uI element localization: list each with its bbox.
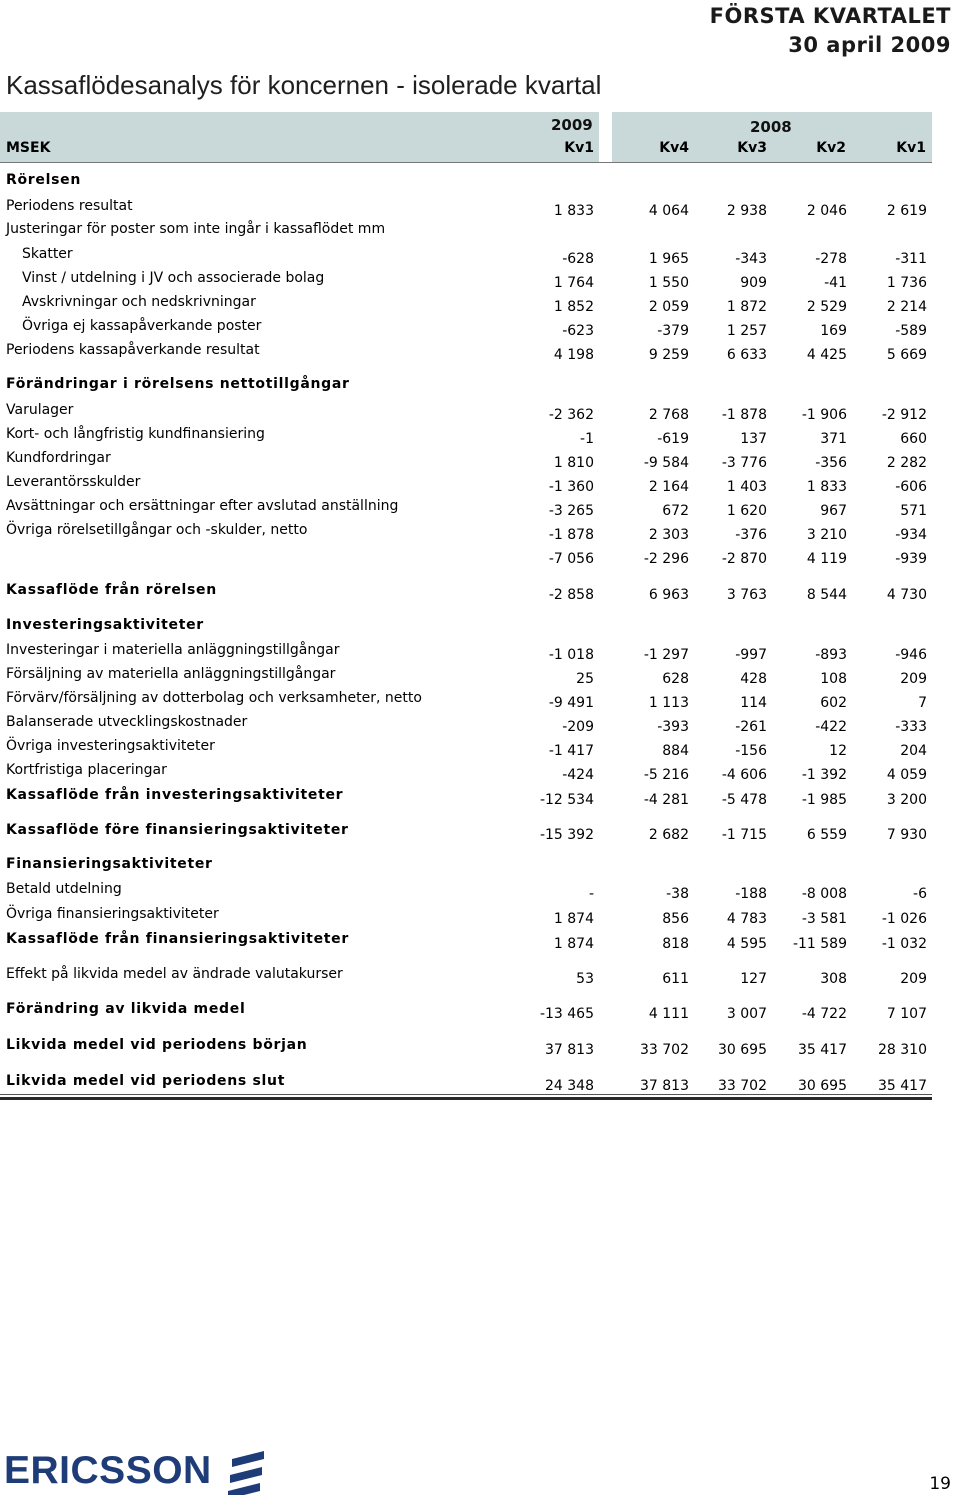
- cell-2008-kv3: -4 606: [721, 767, 767, 783]
- cell-2008-kv3: 1 403: [726, 479, 767, 495]
- cell-2008-kv1: -939: [895, 551, 927, 567]
- cell-2008-kv1: 209: [900, 971, 927, 987]
- cell-2008-kv2: 2 529: [806, 299, 847, 315]
- cell-2008-kv3: 3 763: [726, 587, 767, 603]
- table-row: [0, 1073, 932, 1095]
- table-row: [0, 642, 932, 664]
- row-label: Kundfordringar: [6, 450, 111, 466]
- table-row: [0, 582, 932, 604]
- report-section: FÖRSTA KVARTALET: [709, 4, 951, 28]
- cell-2008-kv3: 4 783: [726, 911, 767, 927]
- cell-2008-kv2: 12: [829, 743, 847, 759]
- table-row: [0, 246, 932, 268]
- cell-2008-kv4: 672: [662, 503, 689, 519]
- cell-2009-kv1: 1 874: [553, 911, 594, 927]
- table-row: [0, 690, 932, 712]
- cell-2008-kv3: -1 715: [721, 827, 767, 843]
- cell-2008-kv2: 8 544: [806, 587, 847, 603]
- cell-2008-kv3: 1 257: [726, 323, 767, 339]
- table-row: [0, 546, 932, 568]
- cell-2008-kv4: 611: [662, 971, 689, 987]
- table-row: [0, 474, 932, 496]
- cell-2008-kv1: 209: [900, 671, 927, 687]
- cell-2009-kv1: -628: [562, 251, 594, 267]
- cell-2008-kv3: 137: [740, 431, 767, 447]
- row-label: Försäljning av materiella anläggningstillgångar: [6, 666, 336, 682]
- row-label: Övriga ej kassapåverkande poster: [22, 318, 262, 334]
- row-label: Förändringar i rörelsens nettotillgångar: [6, 376, 350, 392]
- ericsson-mark-icon: [226, 1449, 268, 1495]
- cell-2009-kv1: -9 491: [548, 695, 594, 711]
- cell-2008-kv3: 1 872: [726, 299, 767, 315]
- cell-2008-kv1: 28 310: [878, 1042, 927, 1058]
- table-row: [0, 342, 932, 364]
- cell-2008-kv4: 9 259: [648, 347, 689, 363]
- row-label: Likvida medel vid periodens slut: [6, 1073, 286, 1089]
- cell-2009-kv1: -209: [562, 719, 594, 735]
- row-label: Vinst / utdelning i JV och associerade bolag: [22, 270, 325, 286]
- row-label: Kassaflöde från rörelsen: [6, 582, 217, 598]
- unit-label: MSEK: [6, 140, 51, 156]
- cell-2008-kv4: 1 965: [648, 251, 689, 267]
- cell-2008-kv4: 6 963: [648, 587, 689, 603]
- table-row: [0, 402, 932, 424]
- cell-2008-kv3: -156: [735, 743, 767, 759]
- cell-2008-kv2: 308: [820, 971, 847, 987]
- logo-text: ERICSSON: [4, 1449, 212, 1492]
- row-label: Effekt på likvida medel av ändrade valutakurser: [6, 966, 343, 982]
- cell-2008-kv4: 2 059: [648, 299, 689, 315]
- cell-2008-kv4: -2 296: [643, 551, 689, 567]
- cell-2008-kv2: -1 985: [801, 792, 847, 808]
- cell-2008-kv4: 2 303: [648, 527, 689, 543]
- table-row: [0, 738, 932, 760]
- table-row: [0, 221, 932, 243]
- row-label: Kassaflöde före finansieringsaktiviteter: [6, 822, 349, 838]
- cell-2008-kv3: -188: [735, 886, 767, 902]
- cell-2008-kv2: 3 210: [806, 527, 847, 543]
- row-label: Skatter: [22, 246, 73, 262]
- cell-2008-kv4: -4 281: [643, 792, 689, 808]
- table-row: [0, 666, 932, 688]
- cell-2009-kv1: -1 360: [548, 479, 594, 495]
- col-header-2008-kv3: Kv3: [737, 140, 767, 156]
- cell-2009-kv1: 1 852: [553, 299, 594, 315]
- cell-2008-kv1: -1 032: [881, 936, 927, 952]
- cell-2009-kv1: -13 465: [539, 1006, 594, 1022]
- cell-2008-kv3: 4 595: [726, 936, 767, 952]
- cell-2008-kv1: 1 736: [886, 275, 927, 291]
- cell-2008-kv2: 169: [820, 323, 847, 339]
- cell-2008-kv2: 967: [820, 503, 847, 519]
- col-header-2008-kv2: Kv2: [816, 140, 846, 156]
- cell-2009-kv1: -2 362: [548, 407, 594, 423]
- cell-2008-kv2: -1 906: [801, 407, 847, 423]
- cell-2008-kv3: -376: [735, 527, 767, 543]
- cell-2008-kv1: 3 200: [886, 792, 927, 808]
- cell-2008-kv1: 5 669: [886, 347, 927, 363]
- cell-2009-kv1: 24 348: [545, 1078, 594, 1094]
- bottom-rule: [0, 1097, 932, 1100]
- cell-2008-kv2: -1 392: [801, 767, 847, 783]
- cell-2008-kv3: 33 702: [718, 1078, 767, 1094]
- cell-2009-kv1: -1 417: [548, 743, 594, 759]
- cell-2008-kv4: -619: [657, 431, 689, 447]
- cell-2009-kv1: -12 534: [539, 792, 594, 808]
- row-label: Periodens resultat: [6, 198, 133, 214]
- cell-2009-kv1: 1 764: [553, 275, 594, 291]
- cell-2008-kv2: 108: [820, 671, 847, 687]
- cell-2009-kv1: 37 813: [545, 1042, 594, 1058]
- cell-2008-kv1: 35 417: [878, 1078, 927, 1094]
- cell-2009-kv1: -2 858: [548, 587, 594, 603]
- cell-2008-kv4: 2 164: [648, 479, 689, 495]
- cell-2008-kv1: 204: [900, 743, 927, 759]
- row-label: Betald utdelning: [6, 881, 122, 897]
- cell-2008-kv2: 35 417: [798, 1042, 847, 1058]
- cell-2008-kv1: 2 282: [886, 455, 927, 471]
- row-label: Övriga rörelsetillgångar och -skulder, netto: [6, 522, 308, 538]
- cell-2008-kv2: 1 833: [806, 479, 847, 495]
- cell-2008-kv1: 7: [918, 695, 927, 711]
- table-row: [0, 318, 932, 340]
- row-label: Avsättningar och ersättningar efter avslutad anställning: [6, 498, 399, 514]
- cell-2008-kv2: -11 589: [792, 936, 847, 952]
- cell-2008-kv2: -4 722: [801, 1006, 847, 1022]
- table-row: [0, 1001, 932, 1023]
- table-row: [0, 906, 932, 928]
- table-row: [0, 376, 932, 398]
- cell-2008-kv3: 3 007: [726, 1006, 767, 1022]
- cell-2008-kv4: 2 768: [648, 407, 689, 423]
- cell-2008-kv1: 7 930: [886, 827, 927, 843]
- cell-2008-kv4: 884: [662, 743, 689, 759]
- table-row: [0, 498, 932, 520]
- row-label: Leverantörsskulder: [6, 474, 141, 490]
- cell-2008-kv3: 1 620: [726, 503, 767, 519]
- table-row: [0, 270, 932, 292]
- table-row: [0, 881, 932, 903]
- cell-2008-kv1: -934: [895, 527, 927, 543]
- cell-2008-kv1: -311: [895, 251, 927, 267]
- cell-2009-kv1: -623: [562, 323, 594, 339]
- cell-2008-kv4: -393: [657, 719, 689, 735]
- cell-2008-kv1: -1 026: [881, 911, 927, 927]
- cell-2008-kv4: 856: [662, 911, 689, 927]
- cell-2008-kv1: 660: [900, 431, 927, 447]
- row-label: Kassaflöde från investeringsaktiviteter: [6, 787, 344, 803]
- cell-2009-kv1: -15 392: [539, 827, 594, 843]
- cell-2008-kv1: -946: [895, 647, 927, 663]
- page-number: 19: [929, 1474, 951, 1494]
- cell-2008-kv1: 4 059: [886, 767, 927, 783]
- table-row: [0, 450, 932, 472]
- page-title: Kassaflödesanalys för koncernen - isolerade kvartal: [6, 70, 602, 100]
- cell-2009-kv1: 1 874: [553, 936, 594, 952]
- row-label: Övriga finansieringsaktiviteter: [6, 906, 219, 922]
- cell-2009-kv1: -3 265: [548, 503, 594, 519]
- row-label: Rörelsen: [6, 172, 81, 188]
- table-row: [0, 294, 932, 316]
- table-row: [0, 617, 932, 639]
- cell-2008-kv3: -261: [735, 719, 767, 735]
- table-row: [0, 172, 932, 194]
- cell-2008-kv4: -38: [666, 886, 689, 902]
- cell-2008-kv2: 602: [820, 695, 847, 711]
- cell-2009-kv1: 4 198: [553, 347, 594, 363]
- row-label: Finansieringsaktiviteter: [6, 856, 213, 872]
- cell-2008-kv3: -2 870: [721, 551, 767, 567]
- cell-2008-kv4: 1 113: [648, 695, 689, 711]
- cell-2008-kv3: -5 478: [721, 792, 767, 808]
- cell-2008-kv1: 571: [900, 503, 927, 519]
- cell-2008-kv2: 2 046: [806, 203, 847, 219]
- table-row: [0, 931, 932, 953]
- cell-2008-kv1: 4 730: [886, 587, 927, 603]
- row-label: Investeringar i materiella anläggningstillgångar: [6, 642, 340, 658]
- table-row: [0, 522, 932, 544]
- cell-2008-kv2: -422: [815, 719, 847, 735]
- col-header-2009-kv1: Kv1: [564, 140, 594, 156]
- cell-2008-kv3: -997: [735, 647, 767, 663]
- cell-2009-kv1: -424: [562, 767, 594, 783]
- table-row: [0, 966, 932, 988]
- cell-2008-kv4: 4 064: [648, 203, 689, 219]
- cell-2008-kv1: -2 912: [881, 407, 927, 423]
- year-2009: 2009: [551, 116, 593, 134]
- cell-2008-kv2: -8 008: [801, 886, 847, 902]
- col-header-2008-kv4: Kv4: [659, 140, 689, 156]
- year-2008: 2008: [750, 118, 792, 136]
- cell-2008-kv4: 4 111: [648, 1006, 689, 1022]
- cell-2008-kv1: 2 214: [886, 299, 927, 315]
- cell-2008-kv4: 818: [662, 936, 689, 952]
- cell-2008-kv3: -1 878: [721, 407, 767, 423]
- cell-2008-kv3: 2 938: [726, 203, 767, 219]
- cell-2008-kv2: -278: [815, 251, 847, 267]
- cell-2009-kv1: -1: [580, 431, 594, 447]
- table-row: [0, 762, 932, 784]
- cell-2008-kv1: -333: [895, 719, 927, 735]
- cell-2008-kv2: 30 695: [798, 1078, 847, 1094]
- table-row: [0, 714, 932, 736]
- cell-2009-kv1: 1 810: [553, 455, 594, 471]
- cell-2008-kv4: 37 813: [640, 1078, 689, 1094]
- row-label: Kort- och långfristig kundfinansiering: [6, 426, 265, 442]
- report-date: 30 april 2009: [788, 33, 951, 57]
- cell-2008-kv3: 909: [740, 275, 767, 291]
- cell-2008-kv1: 2 619: [886, 203, 927, 219]
- row-label: Kassaflöde från finansieringsaktiviteter: [6, 931, 349, 947]
- cell-2008-kv3: 6 633: [726, 347, 767, 363]
- cell-2008-kv4: -5 216: [643, 767, 689, 783]
- cell-2008-kv2: 6 559: [806, 827, 847, 843]
- cell-2008-kv2: -893: [815, 647, 847, 663]
- table-row: [0, 856, 932, 878]
- report-header: [710, 2, 951, 60]
- cell-2008-kv2: 4 119: [806, 551, 847, 567]
- cell-2008-kv3: 127: [740, 971, 767, 987]
- row-label: Varulager: [6, 402, 74, 418]
- cell-2008-kv3: 30 695: [718, 1042, 767, 1058]
- cell-2008-kv3: 114: [740, 695, 767, 711]
- cell-2009-kv1: 25: [576, 671, 594, 687]
- cell-2009-kv1: 1 833: [553, 203, 594, 219]
- row-label: Justeringar för poster som inte ingår i kassaflödet mm: [6, 221, 386, 237]
- cell-2009-kv1: -1 018: [548, 647, 594, 663]
- cell-2008-kv4: 2 682: [648, 827, 689, 843]
- table-row: [0, 1037, 932, 1059]
- header-rule: [0, 162, 932, 163]
- cell-2008-kv3: -3 776: [721, 455, 767, 471]
- cell-2008-kv1: 7 107: [886, 1006, 927, 1022]
- cell-2009-kv1: 53: [576, 971, 594, 987]
- cell-2008-kv1: -589: [895, 323, 927, 339]
- col-header-2008-kv1: Kv1: [896, 140, 926, 156]
- table-row: [0, 426, 932, 448]
- bottom-rule-thin: [0, 1094, 932, 1095]
- cell-2008-kv2: 371: [820, 431, 847, 447]
- cell-2008-kv2: 4 425: [806, 347, 847, 363]
- table-row: [0, 822, 932, 844]
- row-label: Likvida medel vid periodens början: [6, 1037, 308, 1053]
- row-label: Periodens kassapåverkande resultat: [6, 342, 260, 358]
- cell-2008-kv4: 1 550: [648, 275, 689, 291]
- cell-2009-kv1: -: [588, 886, 594, 902]
- cell-2008-kv2: -41: [824, 275, 847, 291]
- cell-2008-kv2: -3 581: [801, 911, 847, 927]
- table-row: [0, 198, 932, 220]
- cell-2008-kv4: 33 702: [640, 1042, 689, 1058]
- cell-2008-kv3: 428: [740, 671, 767, 687]
- cell-2008-kv4: 628: [662, 671, 689, 687]
- cell-2009-kv1: -7 056: [548, 551, 594, 567]
- row-label: Investeringsaktiviteter: [6, 617, 204, 633]
- cell-2008-kv4: -9 584: [643, 455, 689, 471]
- row-label: Övriga investeringsaktiviteter: [6, 738, 215, 754]
- table-row: [0, 787, 932, 809]
- cell-2008-kv1: -6: [913, 886, 927, 902]
- cell-2009-kv1: -1 878: [548, 527, 594, 543]
- cell-2008-kv3: -343: [735, 251, 767, 267]
- header-band-2009: [0, 112, 599, 162]
- row-label: Avskrivningar och nedskrivningar: [22, 294, 256, 310]
- row-label: Förvärv/försäljning av dotterbolag och verksamheter, netto: [6, 690, 422, 706]
- cell-2008-kv4: -379: [657, 323, 689, 339]
- cell-2008-kv1: -606: [895, 479, 927, 495]
- row-label: Förändring av likvida medel: [6, 1001, 246, 1017]
- cell-2008-kv4: -1 297: [643, 647, 689, 663]
- cell-2008-kv2: -356: [815, 455, 847, 471]
- row-label: Balanserade utvecklingskostnader: [6, 714, 248, 730]
- row-label: Kortfristiga placeringar: [6, 762, 167, 778]
